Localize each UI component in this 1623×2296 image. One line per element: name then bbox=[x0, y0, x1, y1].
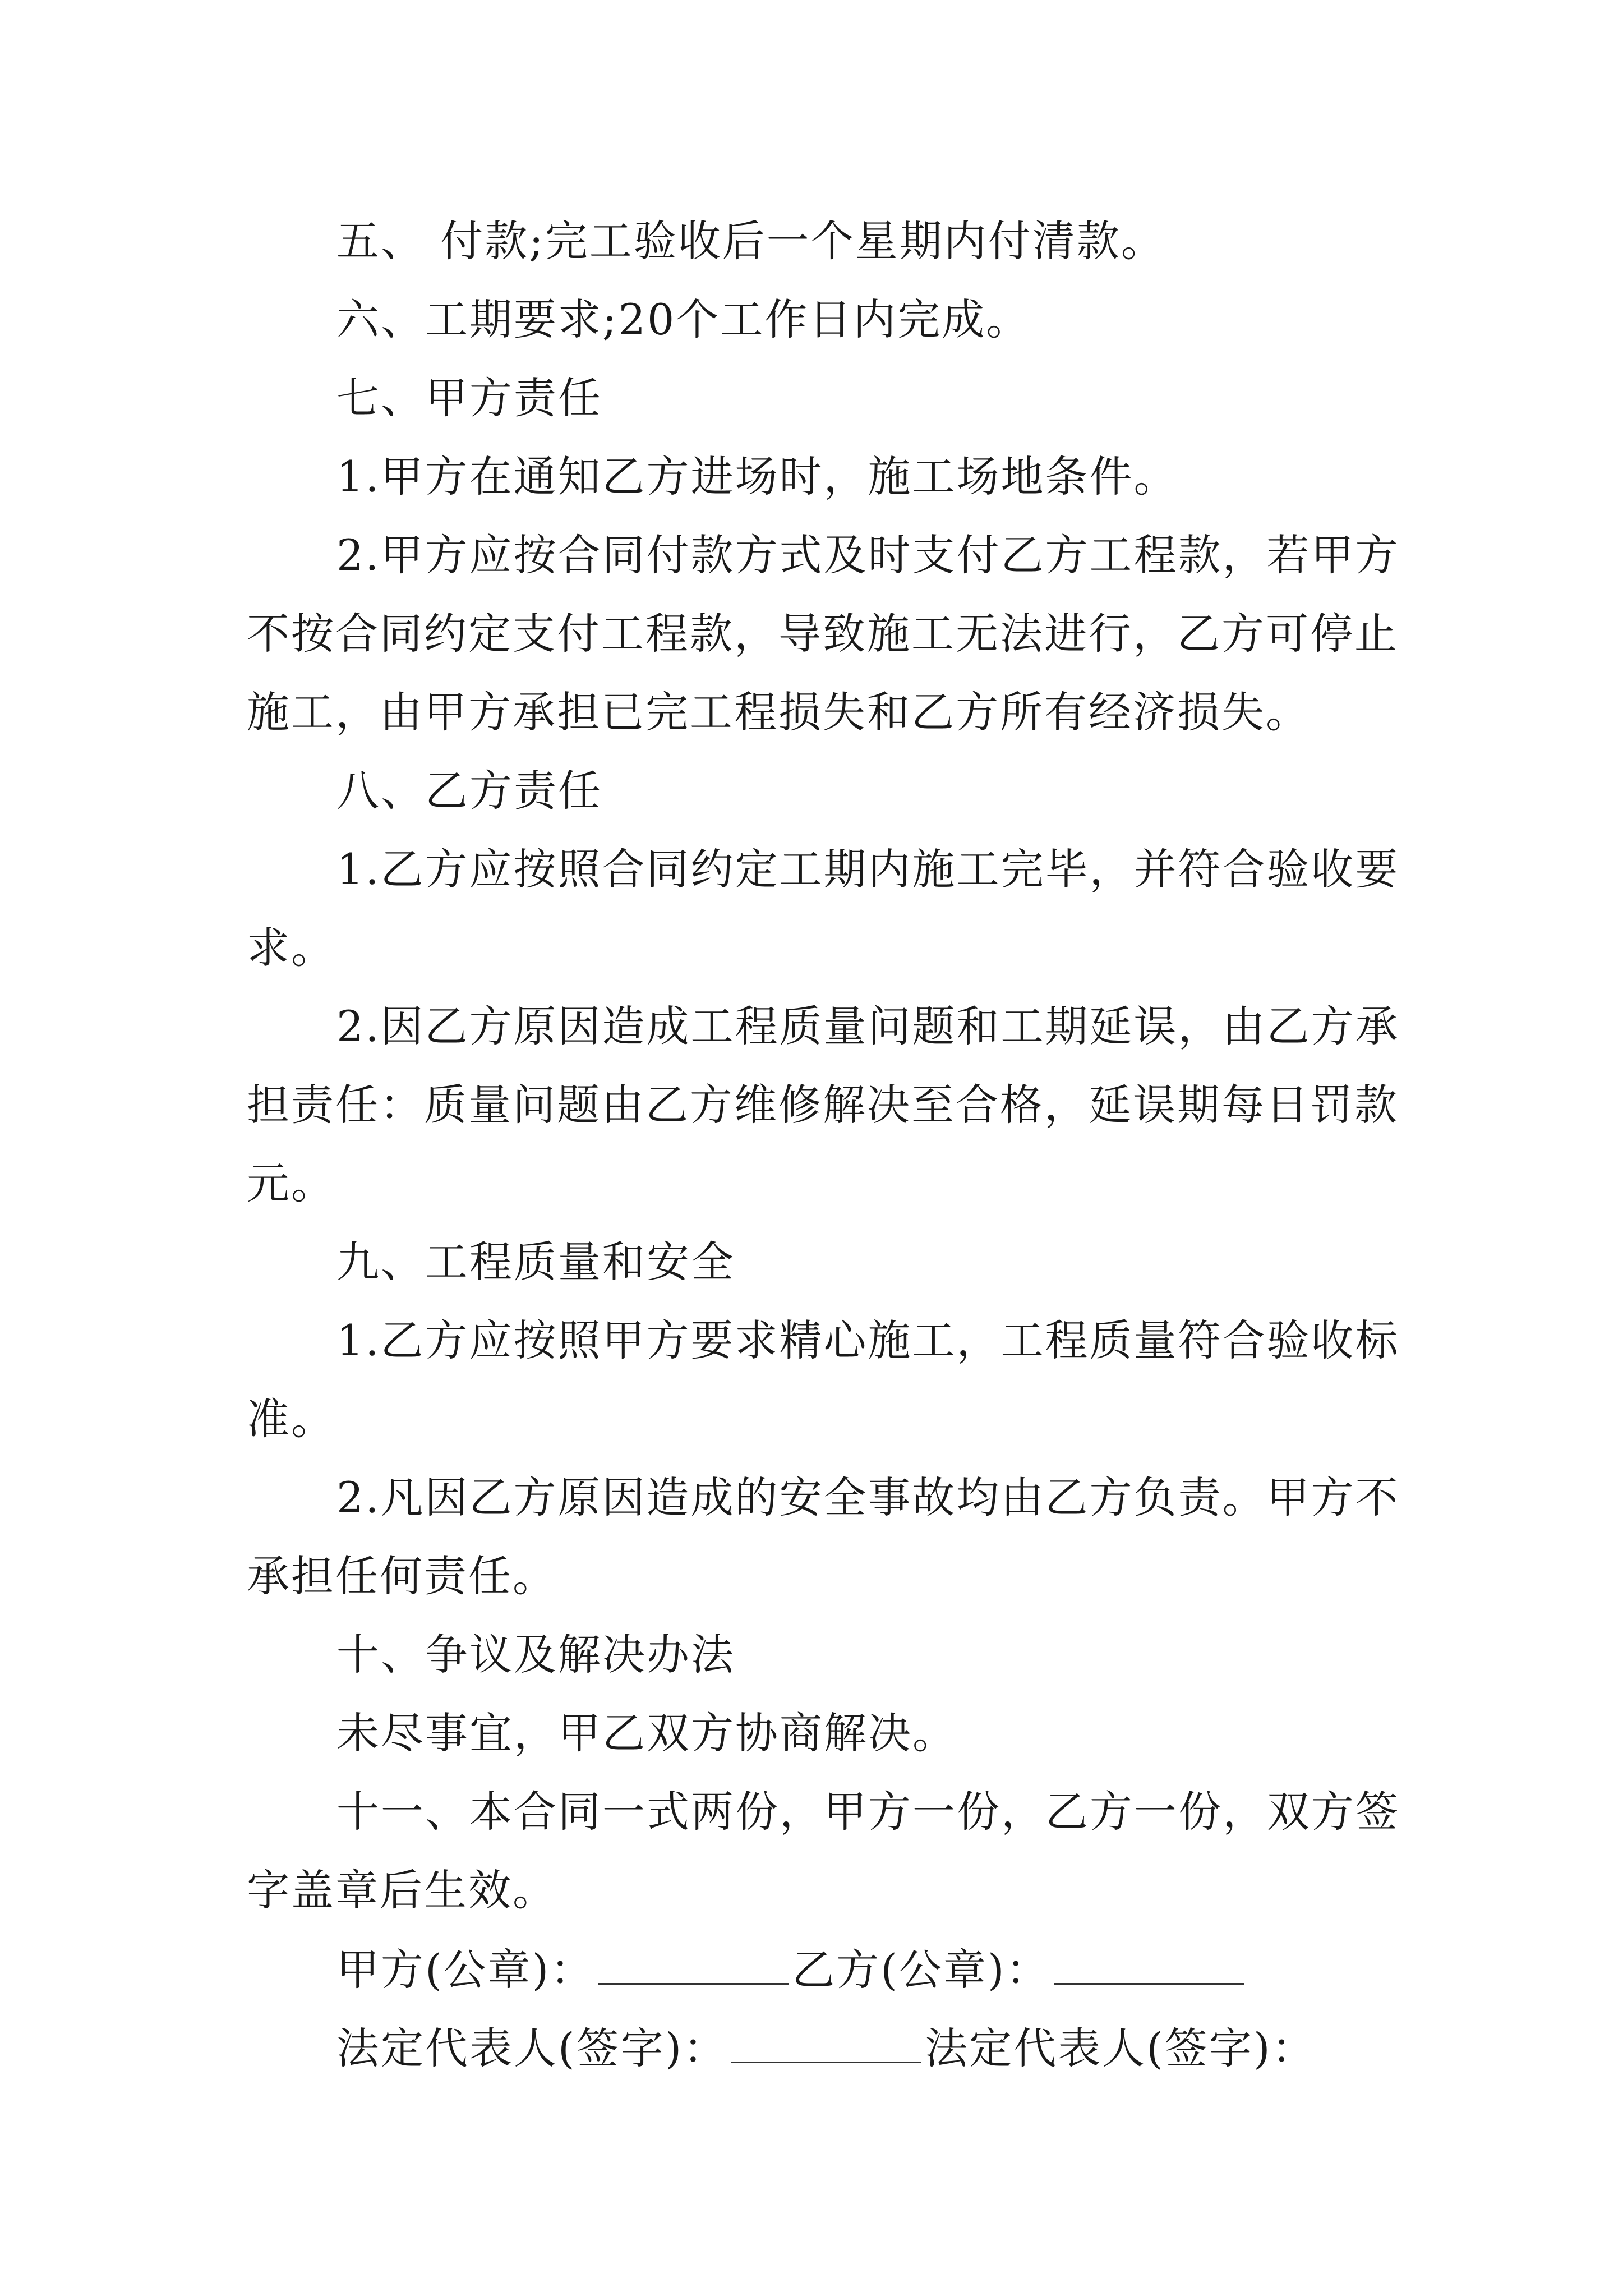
clause-9-item-1-line-1: 1.乙方应按照甲方要求精心施工，工程质量符合验收标 bbox=[336, 1315, 1400, 1365]
party-a-seal-label: 甲方(公章)： bbox=[336, 1945, 595, 1995]
clause-5: 五、 付款;完工验收后一个星期内付清款。 bbox=[336, 216, 1165, 266]
representative-row bbox=[336, 2022, 1316, 2074]
clause-9-heading: 九、工程质量和安全 bbox=[336, 1237, 735, 1287]
party-a-rep-blank[interactable] bbox=[731, 2022, 921, 2063]
clause-8-heading: 八、乙方责任 bbox=[336, 766, 602, 816]
clause-8-item-1-line-2: 求。 bbox=[247, 923, 335, 973]
clause-8-item-2-line-1: 2.因乙方原因造成工程质量问题和工期延误，由乙方承 bbox=[336, 1001, 1400, 1051]
clause-7-item-2-line-3: 施工，由甲方承担已完工程损失和乙方所有经济损失。 bbox=[247, 687, 1310, 737]
clause-8-item-1-line-1: 1.乙方应按照合同约定工期内施工完毕，并符合验收要 bbox=[336, 844, 1400, 894]
clause-7-item-1: 1.甲方在通知乙方进场时，施工场地条件。 bbox=[336, 452, 1178, 501]
clause-10-body: 未尽事宜，甲乙双方协商解决。 bbox=[336, 1708, 957, 1758]
party-b-seal-blank[interactable] bbox=[1054, 1944, 1244, 1985]
party-b-rep-label: 法定代表人(签字)： bbox=[925, 2023, 1316, 2073]
clause-10-heading: 十、争议及解决办法 bbox=[336, 1630, 735, 1680]
clause-11-line-2: 字盖章后生效。 bbox=[247, 1865, 557, 1915]
clause-7-heading: 七、甲方责任 bbox=[336, 373, 602, 423]
clause-11-line-1: 十一、本合同一式两份，甲方一份，乙方一份，双方签 bbox=[336, 1787, 1400, 1837]
clause-7-item-2-line-2: 不按合同约定支付工程款，导致施工无法进行，乙方可停止 bbox=[247, 609, 1399, 659]
clause-9-item-1-line-2: 准。 bbox=[247, 1394, 335, 1444]
party-a-rep-label: 法定代表人(签字)： bbox=[336, 2023, 728, 2073]
clause-9-item-2-line-2: 承担任何责任。 bbox=[247, 1551, 557, 1601]
clause-7-item-2-line-1: 2.甲方应按合同付款方式及时支付乙方工程款，若甲方 bbox=[336, 530, 1400, 580]
clause-8-item-2-line-2: 担责任：质量问题由乙方维修解决至合格，延误期每日罚款 bbox=[247, 1080, 1399, 1130]
clause-9-item-2-line-1: 2.凡因乙方原因造成的安全事故均由乙方负责。甲方不 bbox=[336, 1473, 1400, 1522]
clause-8-item-2-line-3: 元。 bbox=[247, 1158, 335, 1208]
seal-row bbox=[336, 1944, 1248, 1995]
party-b-seal-label: 乙方(公章)： bbox=[792, 1945, 1050, 1995]
party-a-seal-blank[interactable] bbox=[598, 1944, 789, 1985]
clause-6: 六、工期要求;20个工作日内完成。 bbox=[336, 295, 1031, 344]
